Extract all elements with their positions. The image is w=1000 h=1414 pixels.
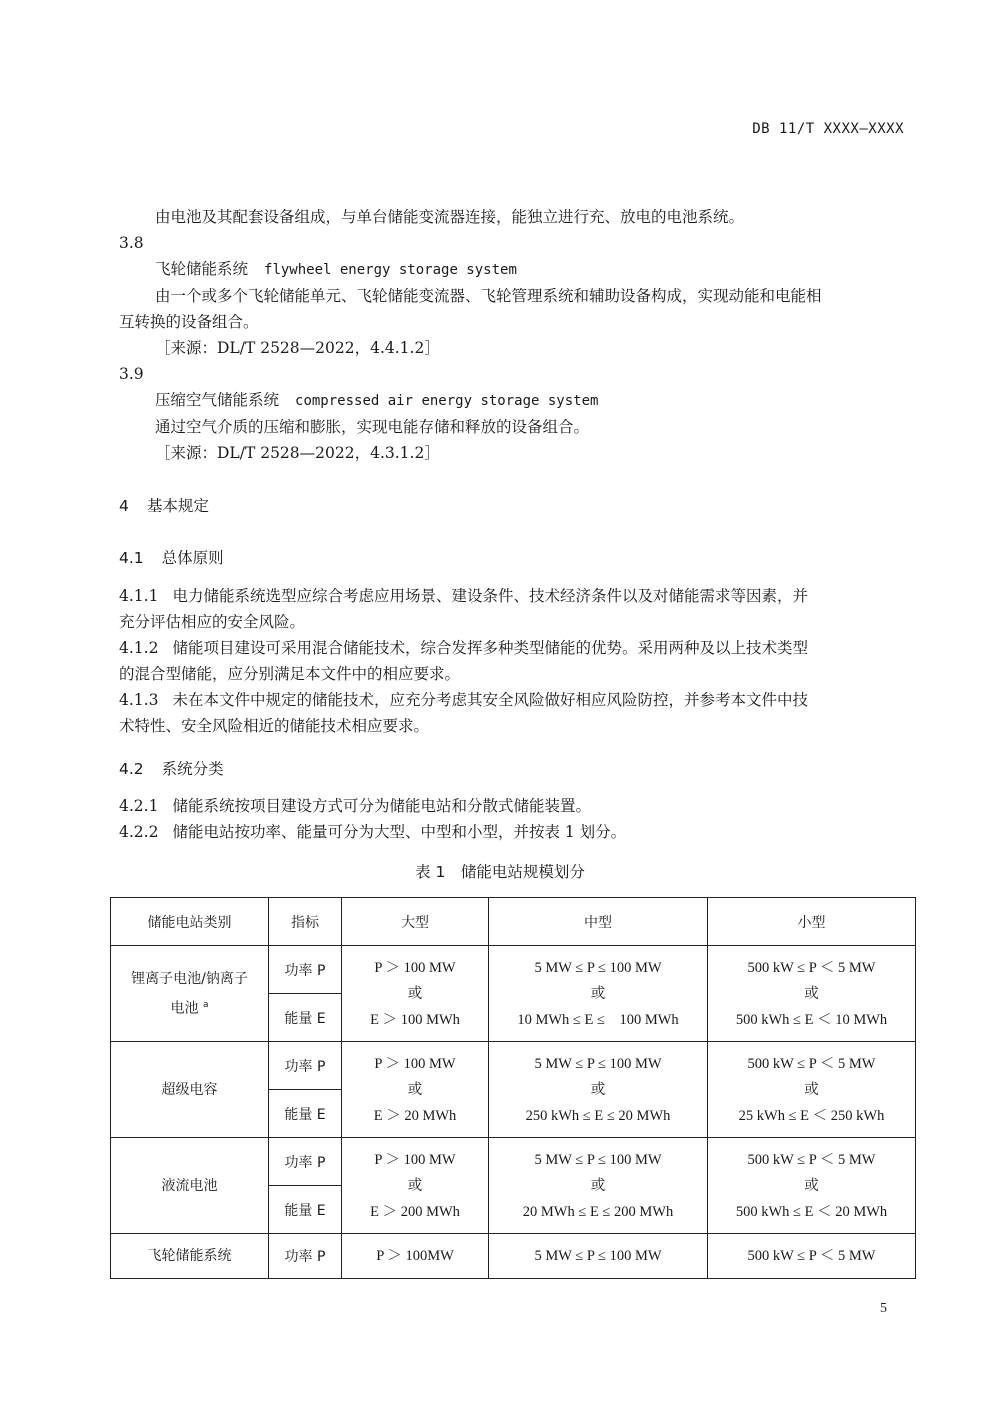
table-row — [111, 946, 916, 994]
term-cn: 飞轮储能系统 — [155, 260, 249, 278]
term-cn: 压缩空气储能系统 — [155, 391, 280, 409]
small-value: 500 kW ≤ P ＜ 5 MW 或 500 kWh ≤ E ＜ 20 MWh — [708, 1138, 916, 1234]
small-value: 500 kW ≤ P ＜ 5 MW 或 500 kWh ≤ E ＜ 10 MWh — [708, 946, 916, 1042]
clause-text: 储能电站按功率、能量可分为大型、中型和小型，并按表 1 划分。 — [172, 823, 627, 841]
medium-value: 5 MW ≤ P ≤ 100 MW — [489, 1234, 708, 1279]
indicator-energy: 能量 E — [269, 994, 342, 1042]
clause-text: 储能项目建设可采用混合储能技术，综合发挥多种类型储能的优势。采用两种及以上技术类型 — [172, 639, 808, 657]
medium-value: 5 MW ≤ P ≤ 100 MW 或 250 kWh ≤ E ≤ 20 MWh — [489, 1042, 708, 1138]
header-small: 小型 — [708, 898, 916, 946]
header-large: 大型 — [342, 898, 489, 946]
section-heading-4 — [119, 494, 209, 516]
section-title: 基本规定 — [146, 497, 209, 515]
clause-text: 电力储能系统选型应综合考虑应用场景、建设条件、技术经济条件以及对储能需求等因素，并 — [172, 587, 808, 605]
clause-number: 4.2.2 — [119, 823, 159, 841]
clause-number: 4.1.2 — [119, 639, 159, 657]
table-caption: 表 1 储能电站规模划分 — [415, 863, 585, 881]
indicator-energy: 能量 E — [269, 1090, 342, 1138]
category-cell: 液流电池 — [111, 1138, 269, 1234]
definition-3-8-line2: 互转换的设备组合。 — [119, 313, 259, 331]
definition-3-8-line1: 由一个或多个飞轮储能单元、飞轮储能变流器、飞轮管理系统和辅助设备构成，实现动能和电能相 — [155, 287, 822, 305]
term-3-8 — [155, 257, 517, 279]
indicator-energy: 能量 E — [269, 1186, 342, 1234]
indicator-power: 功率 P — [269, 946, 342, 994]
definition-3-9: 通过空气介质的压缩和膨胀，实现电能存储和释放的设备组合。 — [155, 418, 590, 436]
large-value: P ＞ 100 MW 或 E ＞ 200 MWh — [342, 1138, 489, 1234]
document-code: DB 11/T XXXX—XXXX — [752, 121, 904, 137]
small-value: 500 kW ≤ P ＜ 5 MW 或 25 kWh ≤ E ＜ 250 kWh — [708, 1042, 916, 1138]
clause-number-3-9: 3.9 — [119, 365, 144, 383]
medium-value: 5 MW ≤ P ≤ 100 MW 或 10 MWh ≤ E ≤ 100 MWh — [489, 946, 708, 1042]
subsection-number: 4.1 — [119, 549, 144, 567]
category-cell: 飞轮储能系统 — [111, 1234, 269, 1279]
definition-3-7: 由电池及其配套设备组成，与单台储能变流器连接，能独立进行充、放电的电池系统。 — [155, 208, 745, 226]
small-value: 500 kW ≤ P ＜ 5 MW — [708, 1234, 916, 1279]
scale-classification-table — [110, 897, 916, 1279]
large-value: P ＞ 100 MW 或 E ＞ 20 MWh — [342, 1042, 489, 1138]
source-3-8: ［来源：DL/T 2528—2022，4.4.1.2］ — [155, 339, 440, 357]
table-row — [111, 1042, 916, 1090]
clause-4-1-1-line1 — [119, 583, 808, 609]
large-value: P ＞ 100MW — [342, 1234, 489, 1279]
table-row — [111, 1138, 916, 1186]
clause-4-2-1 — [119, 793, 591, 819]
clause-4-1-2-line1 — [119, 635, 808, 661]
clause-4-1-3-line1 — [119, 687, 808, 713]
indicator-power: 功率 P — [269, 1138, 342, 1186]
clause-number: 4.1.3 — [119, 691, 159, 709]
clause-text: 储能系统按项目建设方式可分为储能电站和分散式储能装置。 — [172, 797, 591, 815]
table-row — [111, 1234, 916, 1279]
category-label: 电池 — [170, 1000, 199, 1017]
clause-text: 未在本文件中规定的储能技术，应充分考虑其安全风险做好相应风险防控，并参考本文件中技 — [172, 691, 808, 709]
term-3-9 — [155, 388, 598, 410]
source-3-9: ［来源：DL/T 2528—2022，4.3.1.2］ — [155, 444, 440, 462]
subsection-heading-4-1 — [119, 546, 224, 568]
footnote-marker: a — [202, 999, 209, 1010]
term-en: flywheel energy storage system — [264, 262, 517, 278]
subsection-title: 总体原则 — [161, 549, 224, 567]
header-indicator: 指标 — [269, 898, 342, 946]
clause-4-1-3-line2: 术特性、安全风险相近的储能技术相应要求。 — [119, 717, 430, 735]
clause-number-3-8: 3.8 — [119, 234, 144, 252]
large-value: P ＞ 100 MW 或 E ＞ 100 MWh — [342, 946, 489, 1042]
page-number: 5 — [880, 1301, 887, 1316]
subsection-title: 系统分类 — [161, 760, 224, 778]
category-cell — [111, 946, 269, 1042]
section-number: 4 — [119, 497, 129, 515]
indicator-power: 功率 P — [269, 1234, 342, 1279]
clause-number: 4.1.1 — [119, 587, 159, 605]
clause-4-1-1-line2: 充分评估相应的安全风险。 — [119, 613, 306, 631]
indicator-power: 功率 P — [269, 1042, 342, 1090]
category-label: 锂离子电池/钠离子 — [131, 970, 248, 987]
header-category: 储能电站类别 — [111, 898, 269, 946]
medium-value: 5 MW ≤ P ≤ 100 MW 或 20 MWh ≤ E ≤ 200 MWh — [489, 1138, 708, 1234]
table-header-row — [111, 898, 916, 946]
clause-number: 4.2.1 — [119, 797, 159, 815]
clause-4-1-2-line2: 的混合型储能，应分别满足本文件中的相应要求。 — [119, 665, 461, 683]
term-en: compressed air energy storage system — [295, 393, 599, 409]
subsection-heading-4-2 — [119, 757, 224, 779]
category-cell: 超级电容 — [111, 1042, 269, 1138]
clause-4-2-2 — [119, 819, 626, 845]
header-medium: 中型 — [489, 898, 708, 946]
subsection-number: 4.2 — [119, 760, 144, 778]
